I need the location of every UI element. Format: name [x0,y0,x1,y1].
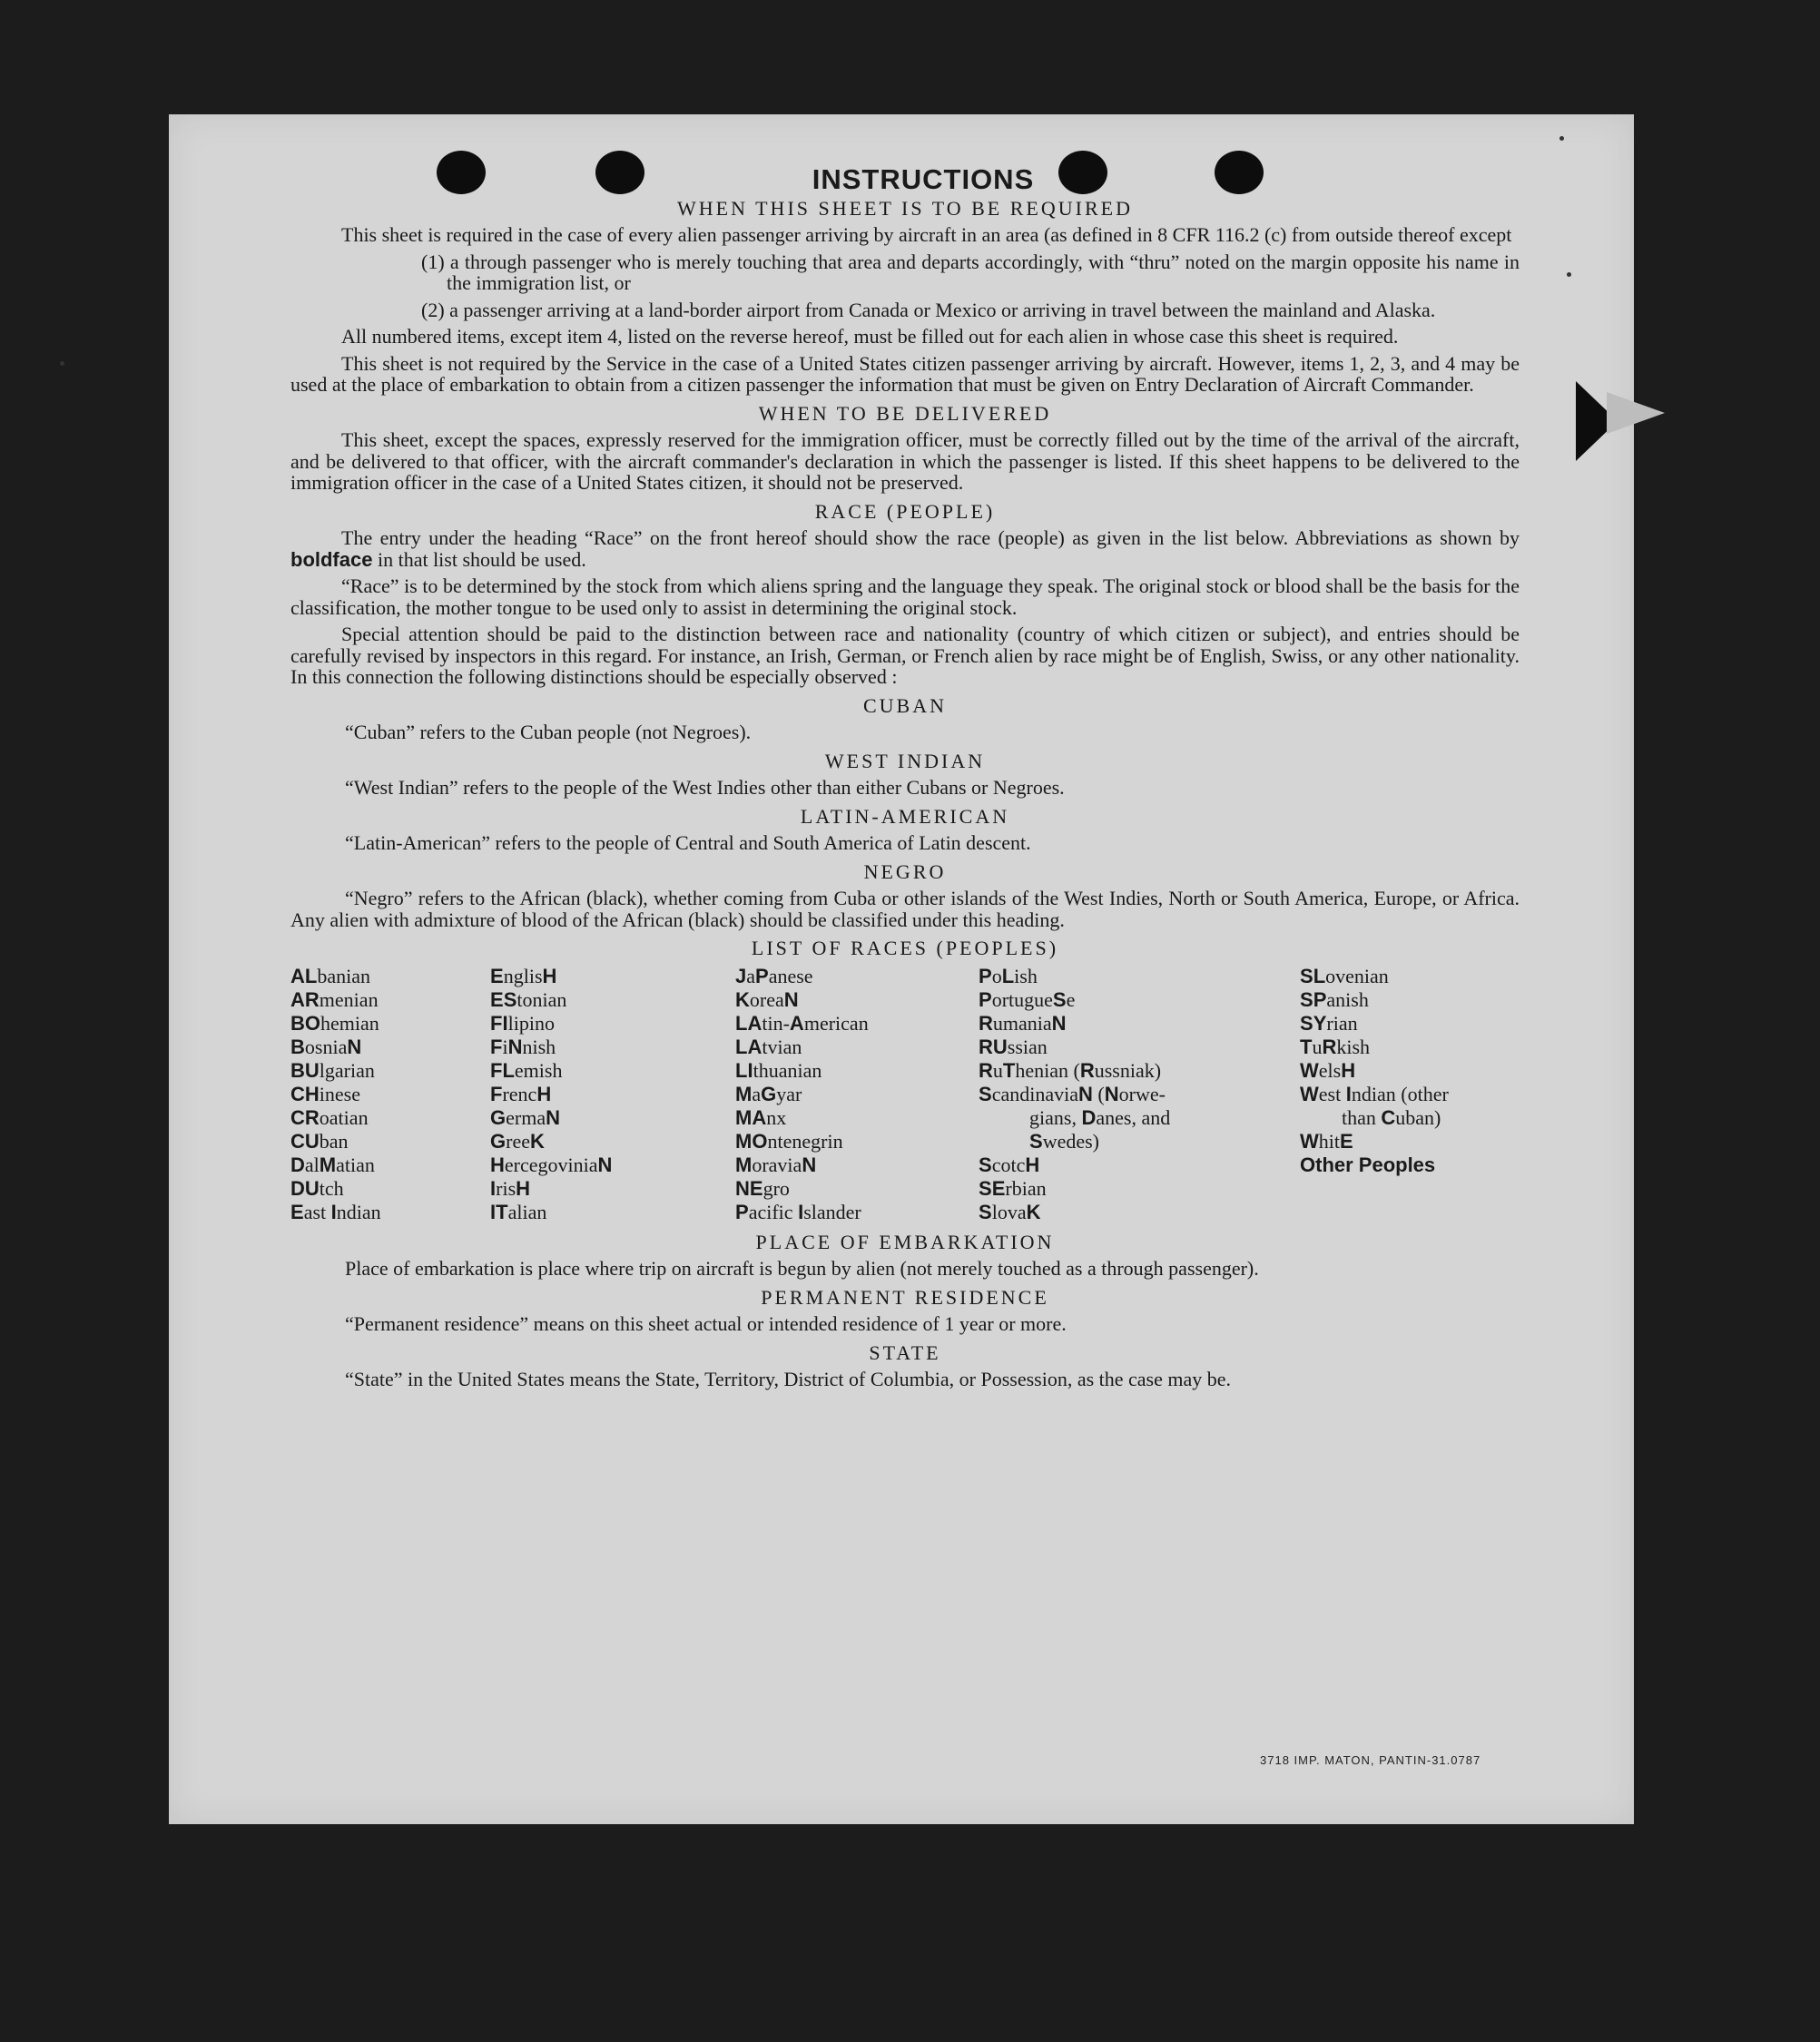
race-item: MoraviaN [735,1153,817,1176]
race-item: WhitE [1300,1129,1353,1153]
race-item: RumaniaN [979,1011,1067,1035]
index-tab-edge [1607,392,1665,434]
race-item: HercegoviniaN [490,1153,613,1176]
race-column [1300,965,1520,1224]
paragraph [290,527,1520,570]
race-item: CRoatian [290,1105,369,1129]
section-heading: LIST OF RACES (PEOPLES) [751,937,1059,959]
race-item: MAnx [735,1105,787,1129]
race-item: ALbanian [290,964,370,987]
paragraph: “Cuban” refers to the Cuban people (not Negroes). [345,721,752,743]
dust-speck [1559,136,1564,141]
paragraph: This sheet is required in the case of every alien passenger arriving by aircraft in an area (as defined in 8 CFR 116.2 (c) from outside thereof except [341,223,1512,246]
section-heading: WHEN TO BE DELIVERED [758,401,1052,425]
paragraph: “Negro” refers to the African (black), whether coming from Cuba or other islands of the West Indies, North or South America, Europe, or Africa. Any alien with admixture of blood of the African (black) should be classified under this heading. [290,887,1520,931]
race-item: MOntenegrin [735,1129,843,1153]
race-item: RUssian [979,1035,1048,1058]
page-title: INSTRUCTIONS [812,163,1035,195]
race-column [490,965,735,1224]
race-item: ARmenian [290,987,379,1011]
race-item: SErbian [979,1176,1047,1200]
race-item: SPanish [1300,987,1369,1011]
race-item: SYrian [1300,1011,1358,1035]
race-item: ScandinaviaN (Norwe- [979,1082,1166,1105]
paragraph: “State” in the United States means the State, Territory, District of Columbia, or Possession, as the case may be. [345,1368,1232,1390]
paragraph: This sheet is not required by the Service in the case of a United States citizen passenger arriving by aircraft. However, items 1, 2, 3, and 4 may be used at the place of embarkation to obtain from a citizen passenger the information that must be given on Entry Declaration of Aircraft Commander. [290,351,1520,396]
race-item: EStonian [490,987,567,1011]
text: The entry under the heading “Race” on the front hereof should show the race (people) as given in the list below. Abbreviations as shown by [341,526,1520,549]
race-item: PoLish [979,964,1038,987]
paragraph: “Race” is to be determined by the stock from which aliens spring and the language they speak. The original stock or blood shall be the basis for the classification, the mother tongue to be used only to assist in determining the original stock. [290,574,1520,619]
section-heading: RACE (PEOPLE) [814,499,996,523]
paragraph: This sheet, except the spaces, expressly reserved for the immigration officer, must be correctly filled out by the time of the arrival of the aircraft, and be delivered to that officer, with the aircraft commander's declaration in which the passenger is listed. If this sheet happens to be delivered to the immigration officer in the case of a United States citizen, it should not be preserved. [290,428,1520,494]
race-item: ScotcH [979,1153,1040,1176]
paragraph: “Permanent residence” means on this sheet actual or intended residence of 1 year or more. [345,1312,1067,1335]
race-item: PortugueSe [979,987,1076,1011]
race-item: TuRkish [1300,1035,1371,1058]
section-heading: PLACE OF EMBARKATION [755,1230,1055,1253]
race-item: WelsH [1300,1058,1356,1082]
race-item: NEgro [735,1176,790,1200]
race-item-continued: than Cuban) [1342,1105,1441,1129]
race-item: GermaN [490,1105,560,1129]
section-heading: WHEN THIS SHEET IS TO BE REQUIRED [677,196,1133,220]
section-heading: LATIN-AMERICAN [800,804,1010,828]
race-item: CHinese [290,1082,360,1105]
race-item: Other Peoples [1300,1153,1436,1176]
race-item: SlovaK [979,1200,1041,1223]
section-heading: STATE [869,1340,941,1364]
race-item: LIthuanian [735,1058,822,1082]
printer-code: 3718 IMP. MATON, PANTIN-31.0787 [1260,1753,1481,1767]
section-heading: PERMANENT RESIDENCE [761,1285,1049,1309]
boldface-word: boldface [290,547,373,571]
race-item: DalMatian [290,1153,375,1176]
list-item: (2) a passenger arriving at a land-border airport from Canada or Mexico or arriving in travel between the mainland and Alaska. [421,298,1436,321]
race-item: FrencH [490,1082,552,1105]
race-item: RuThenian (Russniak) [979,1058,1162,1082]
section-heading: CUBAN [862,693,947,717]
race-item: Pacific Islander [735,1200,861,1223]
race-item: GreeK [490,1129,545,1153]
race-item: East Indian [290,1200,381,1223]
section-heading: NEGRO [863,859,947,883]
race-column [979,965,1300,1224]
instructions-content [290,163,1520,1396]
race-item: IrisH [490,1176,531,1200]
paragraph: All numbered items, except item 4, listed on the reverse hereof, must be filled out for each alien in whose case this sheet is required. [341,325,1399,348]
race-item: FiNnish [490,1035,556,1058]
race-item: FIlipino [490,1011,555,1035]
race-item: ITalian [490,1200,547,1223]
race-item: LAtvian [735,1035,802,1058]
race-item-continued: Swedes) [1029,1129,1099,1153]
race-item: JaPanese [735,964,813,987]
paragraph: “Latin-American” refers to the people of Central and South America of Latin descent. [345,831,1031,854]
paragraph: Place of embarkation is place where trip on aircraft is begun by alien (not merely touched as a through passenger). [345,1257,1259,1280]
race-column [290,965,490,1224]
race-item: West Indian (other [1300,1082,1449,1105]
race-item: KoreaN [735,987,799,1011]
race-item: LAtin-American [735,1011,869,1035]
race-item-continued: gians, Danes, and [1029,1105,1171,1129]
paragraph: “West Indian” refers to the people of the West Indies other than either Cubans or Negroes. [345,776,1065,799]
list-item: (1) a through passenger who is merely touching that area and departs accordingly, with “thru” noted on the margin opposite his name in the immigration list, or [421,250,1520,294]
race-item: BOhemian [290,1011,379,1035]
race-list [290,965,1520,1224]
dust-speck [60,361,64,366]
race-column [735,965,979,1224]
race-item: FLemish [490,1058,563,1082]
paragraph: Special attention should be paid to the distinction between race and nationality (country of which citizen or subject), and entries should be carefully revised by inspectors in this regard. For instance, an Irish, German, or French alien by race might be of English, Swiss, or any other nationality. In this connection the following distinctions should be especially observed : [290,623,1520,688]
race-item: SLovenian [1300,964,1389,987]
race-item: BosniaN [290,1035,362,1058]
dust-speck [1567,272,1571,277]
race-item: EnglisH [490,964,557,987]
race-item: MaGyar [735,1082,802,1105]
race-item: DUtch [290,1176,344,1200]
text: in that list should be used. [377,547,586,571]
section-heading: WEST INDIAN [824,749,986,772]
race-item: BUlgarian [290,1058,375,1082]
race-item: CUban [290,1129,349,1153]
